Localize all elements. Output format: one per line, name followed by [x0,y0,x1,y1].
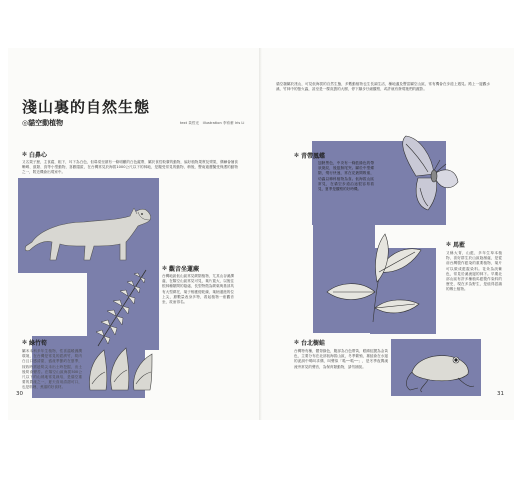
section-heading-butterfly: ✻ 青帶鳳蝶 [294,152,326,160]
page-title: 淺山裏的自然生態 [22,98,151,116]
section-body-bamboo: 屬禾本科多年生植物，性喜溫暖濕潤環境，在台灣是常見的經濟竹，筍肉白且口感清甜，盛產季節約在夏季，採收時需趁筍尖未出土時挖掘，出土後筍會變苦。在陽空山區海拔500公尺以下的山坡地常見栽培，是貓空重要的農產之一，夏天食用清甜可口，也是料理、煮湯的好食材。 [22,349,82,390]
snowflake-mark-icon: ✻ [446,241,452,248]
section-heading-fern: ✻ 觀音坐蓮蕨 [162,265,200,273]
section-heading-bamboo: ✻ 綠竹筍 [22,339,48,347]
section-heading-frog: ✻ 台北樹蛙 [294,339,326,347]
section-heading-civet: ✻ 白鼻心 [22,151,48,159]
section-body-fern: 台灣地區低山區常見蕨類植物，尤其山谷溪澗處，在陽空山區常見可見，葉片寬大，以後往根林種類間的蔭處，長型特徵為蕨葉與基部具有大型蕨托，葉子相應便乾燥，葉柄還進的位上尖，據數量表身多特，看起植物一座觀音坐，故而得名。 [162,274,234,305]
page-number-right: 31 [497,391,504,397]
intro-paragraph: 貓空隸屬於淺山，可見低海拔的自然生態，多數動植物也生長調生活，種地適及豐富屬空山區，常有機會在步道上遇見。路上一邊觀水溪、竹林中的螢火蟲，甚至是一棵高聳的大樹，停下腳步仔細觀察，或許就有發現牠們的蹤影。 [276,82,490,92]
snowflake-mark-icon: ✻ [294,152,300,159]
butterfly-illustration [376,130,466,220]
page-number-left: 30 [16,391,23,397]
snowflake-mark-icon: ✻ [162,265,168,272]
fern-illustration [90,266,156,348]
section-body-butterfly: 翅膀黑色，中央有一條藍綠色的帶狀斑紋，後翅無尾突。屬於中型蝶類，飛行快速，常在花叢間吸蜜，幼蟲以樟科植物為食。低海拔山區常見，在貓空步道沿途很容易看見，夏季是觀察的好時機。 [318,161,374,192]
leaf-illustration [323,232,427,328]
credit-line: text 黃哲光 illustration 李宥蓁 Iris Li [180,121,245,125]
civet-illustration [22,190,157,270]
snowflake-mark-icon: ✻ [22,151,28,158]
page-subtitle: ◎貓空動植物 [22,119,64,127]
section-heading-malan: ✻ 馬藍 [446,241,466,249]
section-body-malan: 又稱大青，山藍，多年生草本植物，喜好群生於山區陰濕處，是從前台灣製作藍染的重要植物，葉片可以做成藍靛染料。花朵為淡紫色，常見於溪流邊的林下。早期北部山區有許多種植馬藍製作染料的歷史，現在多為野生，是值得認識的鄉土植物。 [446,251,502,292]
section-body-civet: 又名果子狸，主食腐，粗下，耳下為白色，但鼻梁至頸有一條明顯的白色縱帶，屬於食性較廣的動物，偏好植物果實及漿果，偶爾會捕食蜥蜴、鼠類、鳥等小型動物，喜歡隱匿，在台灣常見於海拔1000公尺以下的林地，是擬受常見的動物，稍後，豐南過遭擬受保護的動物之一，附近機會出現家中。 [22,160,238,175]
frog-illustration [398,342,478,394]
section-body-frog: 台灣特有種，體背綠色，腹部為白色帶黃，眼睛虹膜為金黃色，主要分布在北部低海拔山區，冬季繁殖，雄蛙會在水邊的泥洞中鳴叫求偶，叫聲似「呱──呱──」，是冬季夜間溪流旁常見的聲音，為保育類動物，請勿捕捉。 [294,349,388,369]
snowflake-mark-icon: ✻ [22,339,28,346]
bamboo-shoot-illustration [86,344,158,396]
snowflake-mark-icon: ✻ [294,339,300,346]
